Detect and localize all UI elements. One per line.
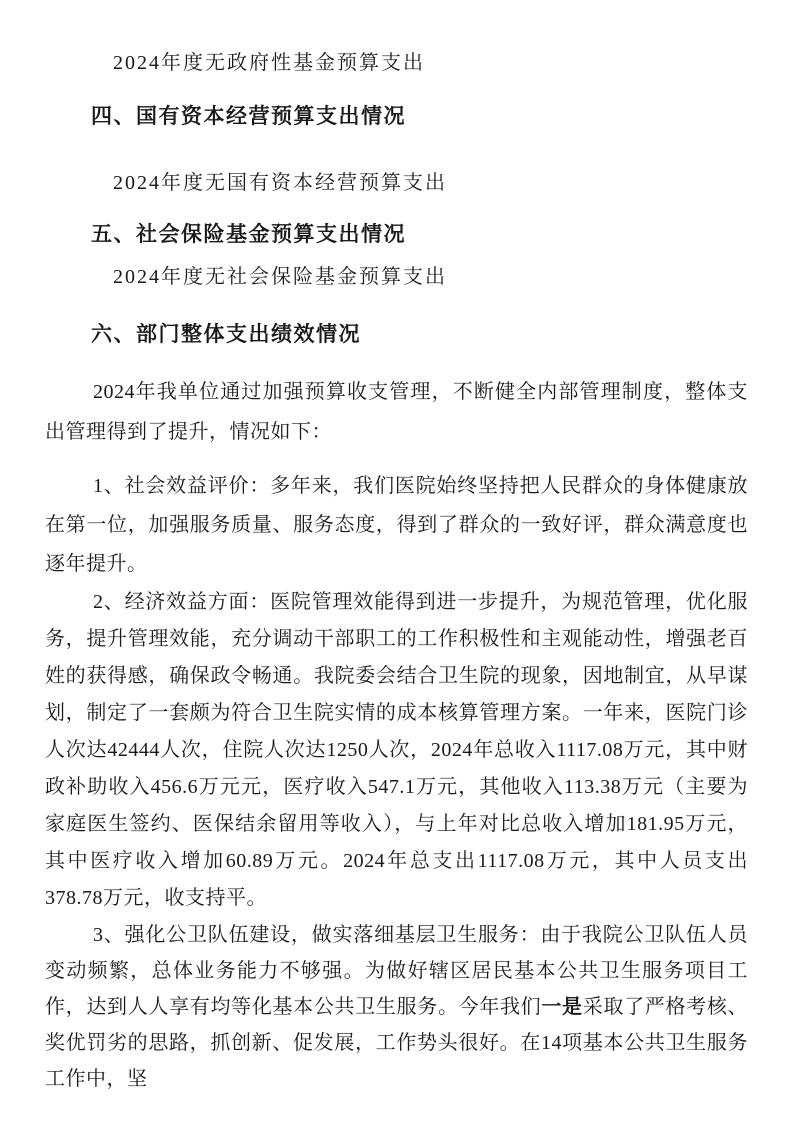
paragraph-economic-benefit: 2、经济效益方面：医院管理效能得到进一步提升，为规范管理，优化服务，提升管理效能，充分调动干部职工的工作积极性和主观能动性，增强老百姓的获得感，确保政令畅通。我院委会结合卫生院的现象，因地制宜，从早谋划，制定了一套颇为符合卫生院实情的成本核算管理方案。一年来，医院门诊人次达42444人次，住院人次达1250人次，2024年总收入1117.08万元，其中财政补助收入456.6万元元，医疗收入547.1万元，其他收入113.38万元（主要为家庭医生签约、医保结余留用等收入），与上年对比总收入增加181.95万元，其中医疗收入增加60.89万元。2024年总支出1117.08万元，其中人员支出378.78万元，收支持平。 [45, 591, 748, 909]
no-soe-capital-note: 2024年度无国有资本经营预算支出 [113, 172, 447, 194]
section-heading-5-social-insurance: 五、社会保险基金预算支出情况 [91, 222, 406, 246]
no-government-fund-note: 2024年度无政府性基金预算支出 [113, 52, 425, 74]
paragraph-social-benefit-evaluation: 1、社会效益评价：多年来，我们医院始终坚持把人民群众的身体健康放在第一位，加强服务质量、服务态度，得到了群众的一致好评，群众满意度也逐年提升。 [45, 475, 748, 575]
public-health-tail-text: 采取了严格考核、奖优罚劣的思路，抓创新、促发展，工作势头很好。在14项基本公共卫生服务工作中，坚 [45, 996, 749, 1090]
section-heading-6-performance: 六、部门整体支出绩效情况 [91, 322, 361, 346]
section-heading-4-soe-capital: 四、国有资本经营预算支出情况 [91, 104, 406, 128]
paragraph-performance-overview: 2024年我单位通过加强预算收支管理，不断健全内部管理制度，整体支出管理得到了提升，情况如下： [45, 381, 748, 443]
no-social-insurance-note: 2024年度无社会保险基金预算支出 [113, 266, 447, 288]
paragraph-public-health-team [45, 917, 748, 1097]
public-health-bold-phrase: 一是 [541, 996, 583, 1018]
public-health-lead-text: 3、强化公卫队伍建设，做实落细基层卫生服务：由于我院公卫队伍人员变动频繁，总体业务能力不够强。为做好辖区居民基本公共卫生服务项目工作，达到人人享有均等化基本公共卫生服务。今年我们 [45, 924, 748, 1018]
